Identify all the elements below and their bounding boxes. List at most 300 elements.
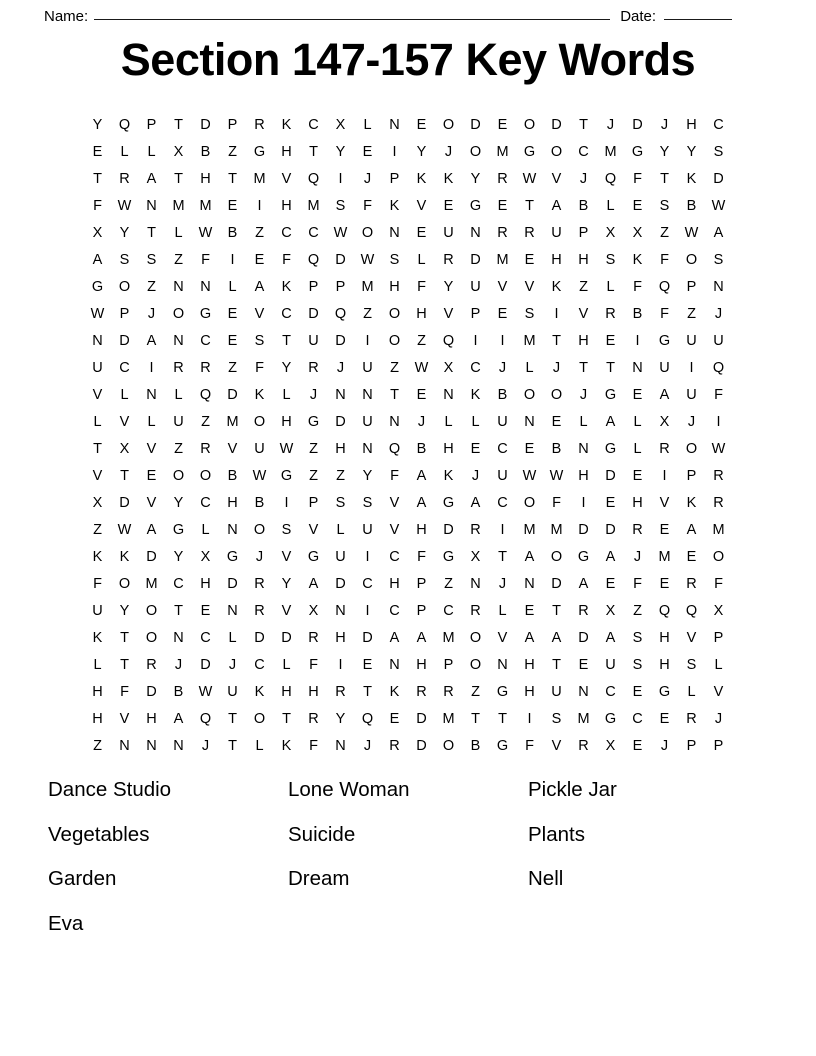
grid-letter: F (363, 198, 372, 214)
grid-letter: K (281, 738, 292, 754)
grid-letter: A (605, 630, 616, 646)
grid-letter: A (659, 387, 670, 403)
name-label: Name: (44, 8, 89, 25)
grid-letter: D (119, 495, 130, 511)
grid-letter: N (362, 441, 373, 457)
grid-letter: P (146, 117, 157, 133)
grid-letter: Q (118, 117, 131, 133)
grid-letter: O (118, 576, 131, 592)
grid-letter: H (578, 468, 589, 484)
grid-letter: T (363, 684, 372, 700)
grid-letter: E (92, 144, 103, 160)
grid-letter: U (227, 684, 238, 700)
grid-letter: X (470, 549, 481, 565)
grid-letter: F (714, 387, 723, 403)
grid-letter: X (443, 360, 454, 376)
grid-letter: M (172, 198, 185, 214)
grid-letter: Z (579, 279, 588, 295)
grid-letter: D (308, 306, 319, 322)
grid-letter: E (632, 198, 643, 214)
grid-letter: U (497, 414, 508, 430)
grid-letter: N (227, 603, 238, 619)
word-list-item: Vegetables (48, 822, 150, 846)
grid-letter: A (389, 630, 400, 646)
grid-letter: X (308, 603, 319, 619)
grid-letter: N (173, 333, 184, 349)
grid-letter: Y (281, 576, 292, 592)
grid-letter: V (416, 198, 427, 214)
grid-letter: A (146, 333, 157, 349)
grid-letter: P (308, 495, 319, 511)
grid-letter: O (442, 117, 455, 133)
grid-letter: V (659, 495, 670, 511)
grid-letter: T (174, 171, 183, 187)
grid-letter: F (633, 576, 642, 592)
grid-letter: E (443, 198, 454, 214)
grid-letter: U (659, 360, 670, 376)
grid-letter: J (309, 387, 318, 403)
grid-letter: N (713, 279, 724, 295)
grid-letter: R (335, 684, 346, 700)
grid-letter: C (578, 144, 589, 160)
grid-letter: P (443, 657, 454, 673)
grid-letter: B (173, 684, 184, 700)
grid-letter: V (551, 171, 562, 187)
grid-letter: G (172, 522, 185, 538)
grid-letter: W (684, 225, 699, 241)
grid-letter: S (146, 252, 157, 268)
grid-letter: R (443, 252, 454, 268)
grid-letter: T (93, 171, 102, 187)
grid-letter: D (551, 576, 562, 592)
grid-letter: R (200, 441, 211, 457)
grid-letter: Z (660, 225, 669, 241)
grid-letter: Z (309, 441, 318, 457)
grid-letter: O (469, 630, 482, 646)
grid-letter: D (200, 117, 211, 133)
grid-letter: W (198, 684, 213, 700)
grid-letter: Q (199, 711, 212, 727)
grid-letter: C (389, 603, 400, 619)
grid-letter: Y (335, 144, 346, 160)
word-list-column (528, 768, 768, 946)
grid-letter: X (200, 549, 211, 565)
grid-letter: F (309, 657, 318, 673)
grid-letter: D (335, 252, 346, 268)
grid-letter: R (497, 171, 508, 187)
grid-letter: F (525, 738, 534, 754)
grid-letter: C (173, 576, 184, 592)
grid-letter: E (416, 225, 427, 241)
grid-letter: T (228, 171, 237, 187)
grid-letter: V (686, 630, 697, 646)
grid-letter: L (228, 279, 237, 295)
grid-letter: O (145, 603, 158, 619)
grid-letter: H (308, 684, 319, 700)
grid-letter: F (714, 576, 723, 592)
grid-letter: Y (470, 171, 481, 187)
grid-letter: E (227, 198, 238, 214)
grid-letter: H (551, 252, 562, 268)
grid-letter: O (442, 738, 455, 754)
grid-letter: G (604, 441, 617, 457)
grid-letter: K (416, 171, 427, 187)
grid-letter: U (605, 657, 616, 673)
word-list (48, 768, 768, 946)
grid-letter: C (443, 603, 454, 619)
grid-letter: H (281, 684, 292, 700)
grid-letter: G (604, 387, 617, 403)
grid-letter: R (308, 711, 319, 727)
grid-letter: H (578, 333, 589, 349)
word-list-item: Dream (288, 867, 350, 890)
grid-letter: B (632, 306, 643, 322)
grid-letter: K (281, 279, 292, 295)
grid-letter: H (416, 522, 427, 538)
grid-letter: N (443, 387, 454, 403)
grid-letter: R (524, 225, 535, 241)
grid-letter: H (281, 198, 292, 214)
grid-letter: H (92, 711, 103, 727)
grid-letter: I (365, 549, 370, 565)
grid-letter: H (389, 576, 400, 592)
grid-letter: F (417, 549, 426, 565)
grid-letter: Y (281, 360, 292, 376)
grid-letter: V (578, 306, 589, 322)
grid-letter: C (281, 225, 292, 241)
grid-letter: I (230, 252, 235, 268)
grid-letter: C (200, 495, 211, 511)
grid-letter: H (281, 144, 292, 160)
grid-letter: J (363, 171, 372, 187)
word-list-item: Suicide (288, 822, 356, 846)
grid-letter: R (416, 684, 427, 700)
grid-letter: W (549, 468, 564, 484)
grid-letter: D (119, 333, 130, 349)
grid-letter: F (660, 306, 669, 322)
grid-letter: Q (388, 441, 401, 457)
grid-letter: C (254, 657, 265, 673)
grid-letter: R (578, 738, 589, 754)
grid-letter: Z (687, 306, 696, 322)
grid-letter: D (632, 117, 643, 133)
grid-letter: E (200, 603, 211, 619)
grid-letter: M (253, 171, 266, 187)
grid-letter: A (416, 468, 427, 484)
grid-letter: G (577, 549, 590, 565)
grid-letter: S (686, 657, 697, 673)
grid-letter: R (254, 117, 265, 133)
grid-letter: E (632, 684, 643, 700)
grid-letter: I (635, 333, 640, 349)
grid-letter: O (388, 306, 401, 322)
grid-letter: B (227, 225, 238, 241)
grid-letter: I (527, 711, 532, 727)
grid-letter: E (632, 738, 643, 754)
grid-letter: V (443, 306, 454, 322)
grid-letter: E (227, 333, 238, 349)
grid-letter: L (174, 387, 183, 403)
grid-letter: X (713, 603, 724, 619)
grid-letter: D (551, 117, 562, 133)
grid-letter: D (416, 711, 427, 727)
grid-letter: M (442, 630, 455, 646)
grid-letter: A (605, 549, 616, 565)
grid-letter: M (496, 252, 509, 268)
name-fill-line (94, 3, 610, 20)
grid-letter: O (388, 333, 401, 349)
grid-letter: H (659, 630, 670, 646)
grid-letter: N (92, 333, 103, 349)
grid-letter: O (253, 522, 266, 538)
grid-letter: L (147, 414, 156, 430)
grid-letter: E (524, 441, 535, 457)
grid-letter: E (659, 576, 670, 592)
grid-letter: Y (659, 144, 670, 160)
grid-letter: C (200, 333, 211, 349)
grid-letter: L (255, 738, 264, 754)
grid-letter: W (252, 468, 267, 484)
grid-letter: A (578, 576, 589, 592)
grid-letter: T (579, 360, 588, 376)
grid-letter: U (173, 414, 184, 430)
grid-letter: V (551, 738, 562, 754)
grid-letter: E (470, 441, 481, 457)
grid-letter: D (281, 630, 292, 646)
grid-letter: D (227, 576, 238, 592)
grid-letter: J (201, 738, 210, 754)
grid-letter: Z (255, 225, 264, 241)
grid-letter: O (523, 117, 536, 133)
grid-letter: A (416, 630, 427, 646)
grid-letter: F (93, 198, 102, 214)
grid-letter: G (226, 549, 239, 565)
word-list-item: Garden (48, 867, 117, 890)
grid-letter: A (713, 225, 724, 241)
puzzle-title: Section 147-157 Key Words (120, 34, 696, 85)
word-list-item: Eva (48, 911, 84, 935)
grid-letter: K (254, 387, 265, 403)
grid-letter: T (228, 711, 237, 727)
grid-letter: F (282, 252, 291, 268)
grid-letter: E (497, 198, 508, 214)
grid-letter: N (470, 576, 481, 592)
grid-letter: G (631, 144, 644, 160)
grid-letter: H (92, 684, 103, 700)
grid-letter: I (365, 603, 370, 619)
grid-letter: S (713, 252, 724, 268)
grid-letter: L (606, 279, 615, 295)
grid-letter: Z (228, 144, 237, 160)
grid-letter: S (551, 711, 562, 727)
grid-letter: C (119, 360, 130, 376)
grid-letter: Z (390, 360, 399, 376)
grid-letter: T (228, 738, 237, 754)
grid-letter: R (443, 684, 454, 700)
grid-letter: G (658, 333, 671, 349)
grid-letter: O (172, 468, 185, 484)
grid-letter: Z (93, 738, 102, 754)
grid-letter: D (416, 738, 427, 754)
grid-letter: R (119, 171, 130, 187)
grid-letter: L (201, 522, 210, 538)
grid-letter: S (335, 198, 346, 214)
grid-letter: F (93, 576, 102, 592)
grid-letter: J (687, 414, 696, 430)
grid-letter: E (632, 468, 643, 484)
grid-letter: D (362, 630, 373, 646)
grid-letter: R (659, 441, 670, 457)
date-fill-line (664, 3, 732, 20)
grid-letter: I (257, 198, 262, 214)
grid-letter: D (335, 576, 346, 592)
grid-letter: O (685, 441, 698, 457)
grid-letter: E (524, 252, 535, 268)
word-list-item: Pickle Jar (528, 778, 617, 801)
grid-letter: P (578, 225, 589, 241)
grid-letter: O (550, 549, 563, 565)
grid-letter: D (470, 252, 481, 268)
grid-letter: X (335, 117, 346, 133)
grid-letter: Q (604, 171, 617, 187)
grid-letter: S (335, 495, 346, 511)
grid-letter: W (360, 252, 375, 268)
grid-letter: L (579, 414, 588, 430)
grid-letter: D (335, 414, 346, 430)
grid-letter: F (120, 684, 129, 700)
grid-letter: R (497, 225, 508, 241)
grid-letter: P (416, 576, 427, 592)
grid-letter: O (361, 225, 374, 241)
grid-letter: D (470, 117, 481, 133)
grid-letter: P (470, 306, 481, 322)
grid-letter: N (227, 522, 238, 538)
grid-letter: Q (199, 387, 212, 403)
grid-letter: R (470, 603, 481, 619)
grid-letter: K (254, 684, 265, 700)
grid-letter: P (713, 630, 724, 646)
grid-letter: U (362, 414, 373, 430)
grid-letter: R (254, 603, 265, 619)
grid-letter: A (605, 414, 616, 430)
grid-letter: R (713, 468, 724, 484)
grid-letter: S (389, 252, 400, 268)
grid-letter: U (362, 522, 373, 538)
grid-letter: W (711, 198, 726, 214)
grid-letter: B (254, 495, 265, 511)
grid-letter: Y (119, 225, 130, 241)
grid-letter: E (605, 576, 616, 592)
grid-letter: P (227, 117, 238, 133)
grid-letter: G (91, 279, 104, 295)
grid-letter: L (687, 684, 696, 700)
grid-letter: V (524, 279, 535, 295)
grid-letter: D (605, 522, 616, 538)
word-list-item: Nell (528, 867, 564, 890)
grid-letter: J (579, 171, 588, 187)
grid-letter: G (658, 684, 671, 700)
grid-letter: S (632, 657, 643, 673)
grid-letter: U (308, 333, 319, 349)
grid-letter: Z (174, 441, 183, 457)
grid-letter: W (117, 198, 132, 214)
grid-letter: V (92, 468, 103, 484)
grid-letter: U (713, 333, 724, 349)
grid-letter: O (685, 252, 698, 268)
grid-letter: T (282, 711, 291, 727)
grid-letter: X (92, 225, 103, 241)
grid-letter: J (714, 306, 723, 322)
grid-letter: P (686, 468, 697, 484)
grid-letter: Z (228, 360, 237, 376)
grid-letter: Q (442, 333, 455, 349)
grid-letter: J (336, 360, 345, 376)
grid-letter: D (227, 387, 238, 403)
grid-letter: K (686, 171, 697, 187)
grid-letter: K (632, 252, 643, 268)
grid-letter: Y (173, 495, 184, 511)
grid-letter: K (389, 684, 400, 700)
grid-letter: N (524, 414, 535, 430)
grid-letter: O (550, 144, 563, 160)
grid-letter: X (605, 603, 616, 619)
grid-letter: I (554, 306, 559, 322)
grid-letter: K (551, 279, 562, 295)
grid-letter: A (524, 630, 535, 646)
grid-letter: I (365, 333, 370, 349)
grid-letter: J (498, 576, 507, 592)
grid-letter: M (145, 576, 158, 592)
grid-letter: M (442, 711, 455, 727)
grid-letter: P (308, 279, 319, 295)
grid-letter: Q (685, 603, 698, 619)
grid-letter: X (659, 414, 670, 430)
grid-letter: L (363, 117, 372, 133)
grid-letter: S (605, 252, 616, 268)
grid-letter: J (660, 738, 669, 754)
grid-letter: V (281, 603, 292, 619)
word-list-item: Plants (528, 822, 585, 846)
grid-letter: R (578, 603, 589, 619)
grid-letter: E (605, 333, 616, 349)
grid-letter: K (119, 549, 130, 565)
grid-letter: T (660, 171, 669, 187)
grid-letter: A (551, 630, 562, 646)
grid-letter: X (605, 225, 616, 241)
grid-letter: V (119, 711, 130, 727)
grid-letter: V (254, 306, 265, 322)
grid-letter: P (713, 738, 724, 754)
grid-letter: W (522, 171, 537, 187)
grid-letter: G (442, 549, 455, 565)
grid-letter: B (497, 387, 508, 403)
grid-letter: T (471, 711, 480, 727)
grid-letter: T (552, 333, 561, 349)
grid-letter: G (523, 144, 536, 160)
grid-letter: V (308, 522, 319, 538)
grid-letter: N (524, 576, 535, 592)
grid-letter: Y (119, 603, 130, 619)
grid-letter: L (336, 522, 345, 538)
grid-letter: L (93, 657, 102, 673)
grid-letter: P (389, 171, 400, 187)
grid-letter: W (414, 360, 429, 376)
grid-letter: R (254, 576, 265, 592)
grid-letter: O (172, 306, 185, 322)
grid-letter: E (659, 522, 670, 538)
grid-letter: F (552, 495, 561, 511)
grid-letter: S (713, 144, 724, 160)
